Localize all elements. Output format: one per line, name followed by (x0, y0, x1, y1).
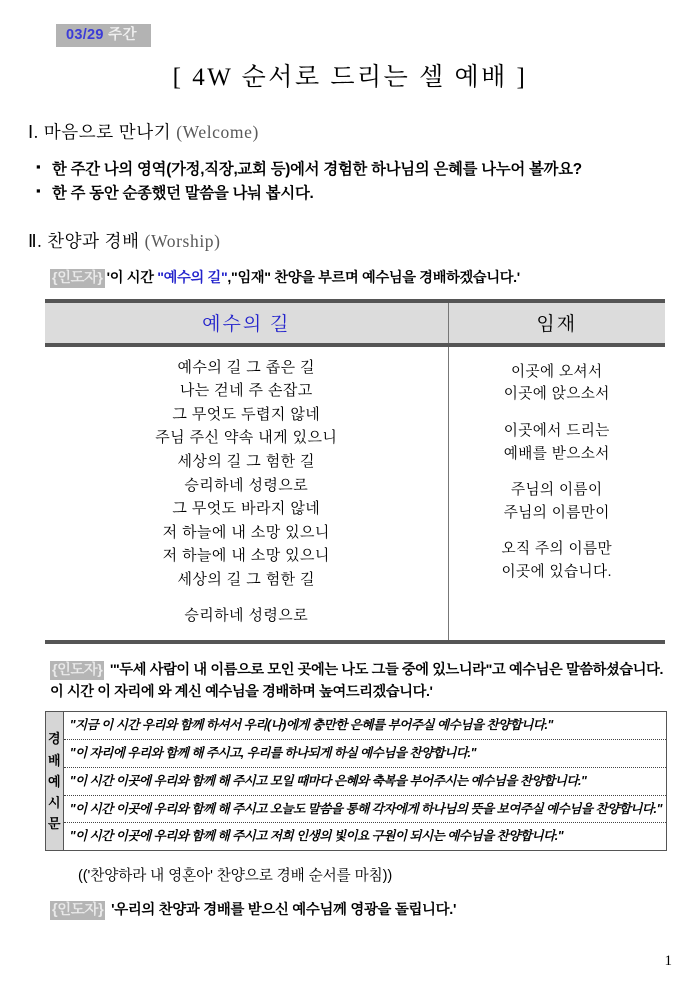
section-heading-worship-ko: Ⅱ. 찬양과 경배 (28, 230, 145, 251)
example-sentence: "지금 이 시간 우리와 함께 하셔서 우리(나)에게 충만한 은혜를 부어주실 예수님을 찬양합니다." (63, 711, 666, 739)
lyric-line: 예수의 길 그 좁은 길 (177, 358, 315, 376)
lyric-line: 나는 걷네 주 손잡고 (179, 382, 313, 400)
leader-line-part1: '이 시간 (106, 269, 158, 286)
stanza-gap (449, 406, 666, 420)
stanza-gap (449, 524, 666, 538)
example-sentence: "이 자리에 우리와 함께 해 주시고, 우리를 하나되게 하실 예수님을 찬양합니다." (63, 739, 666, 767)
praise-lyrics-table (45, 299, 665, 644)
lyrics-cell-song2 (448, 345, 665, 642)
leader-tag: {인도자} (52, 269, 103, 286)
example-sentence: "이 시간 이곳에 우리와 함께 해 주시고 저희 인생의 빛이요 구원이 되시는 예수님을 찬양합니다." (69, 829, 564, 844)
leader-tag: {인도자} (52, 902, 104, 919)
lyric-line: 이곳에 오셔서 (511, 363, 603, 380)
lyric-line: 이곳에 앉으소서 (503, 386, 610, 403)
label-char: 배 (48, 752, 61, 768)
leader-instruction-line (50, 268, 672, 289)
section-heading-welcome (28, 119, 672, 144)
table-header-row (45, 301, 665, 345)
lyric-line: 그 무엇도 두렵지 않네 (172, 405, 321, 423)
leader-tag: {인도자} (52, 661, 103, 678)
welcome-bullet-list (28, 158, 672, 205)
lyric-line: 오직 주의 이름만 (501, 541, 612, 558)
label-char: 문 (48, 815, 61, 831)
label-char: 예 (48, 773, 61, 789)
table-row (46, 767, 667, 795)
lyric-line: 이곳에서 드리는 (503, 423, 610, 440)
lyric-line: 세상의 길 그 험한 길 (177, 570, 315, 588)
worship-example-box (45, 711, 665, 851)
stanza-gap (449, 465, 666, 479)
page-number: 1 (664, 953, 672, 969)
section-heading-welcome-en: (Welcome) (176, 122, 259, 143)
table-row (46, 795, 667, 823)
table-row (45, 345, 665, 642)
date-badge-word: 주간 (108, 27, 137, 43)
lyric-line: 승리하네 성령으로 (184, 607, 309, 625)
section-heading-welcome-ko: Ⅰ. 마음으로 만나기 (28, 122, 177, 143)
example-label-column (46, 711, 64, 850)
lyric-line: 세상의 길 그 험한 길 (177, 453, 315, 471)
date-badge-row (28, 0, 672, 47)
lyric-line: 저 하늘에 내 소망 있으니 (162, 547, 330, 565)
lyric-line: 저 하늘에 내 소망 있으니 (162, 523, 330, 541)
example-sentence: "이 시간 이곳에 우리와 함께 해 주시고 모일 때마다 은혜와 축복을 부어주시는 예수님을 찬양합니다." (63, 767, 666, 795)
date-badge-number: 03/29 (66, 27, 104, 43)
example-sentence: "이 시간 이곳에 우리와 함께 해 주시고 오늘도 말씀을 통해 각자에게 하나님의 뜻을 보여주실 예수님을 찬양합니다." (63, 795, 666, 823)
label-stack (48, 728, 61, 833)
label-char: 경 (48, 731, 61, 747)
stanza-gap (45, 591, 448, 604)
lyric-line: 주님의 이름만이 (503, 504, 610, 521)
column-header-song1: 예수의 길 (45, 301, 448, 345)
lyrics-cell-song1 (45, 345, 448, 642)
column-header-song2: 임재 (448, 301, 665, 345)
lyric-line: 주님의 이름이 (511, 482, 603, 499)
leader-line-part2: ,"임재" 찬양을 부르며 예수님을 경배하겠습니다.' (227, 269, 520, 286)
page-title: [ 4W 순서로 드리는 셀 예배 ] (172, 64, 528, 92)
closing-note: (('찬양하라 내 영혼아' 찬양으로 경배 순서를 마침)) (78, 868, 393, 885)
table-row (46, 823, 667, 851)
example-table (45, 711, 667, 851)
lyric-line: 그 무엇도 바라지 않네 (172, 500, 321, 518)
lyric-line: 주님 주신 약속 내게 있으니 (155, 429, 338, 447)
list-item: ▪ 한 주 동안 순종했던 말씀을 나눠 봅시다. (28, 182, 672, 206)
leader-paragraph-text: '"두세 사람이 내 이름으로 모인 곳에는 나도 그들 중에 있느니라"고 예수님은 말씀하셨습니다. 이 시간 이 자리에 와 계신 예수님을 경배하며 높여드리겠습니다.' (50, 661, 664, 700)
closing-leader-line (50, 898, 672, 919)
table-row (46, 711, 667, 739)
leader-scripture-paragraph (50, 659, 672, 703)
date-badge (56, 24, 151, 47)
lyric-line: 이곳에 있습니다. (501, 564, 612, 581)
lyric-line: 예배를 받으소서 (503, 445, 610, 462)
closing-leader-text: '우리의 찬양과 경배를 받으신 예수님께 영광을 돌립니다.' (111, 902, 457, 919)
list-item: ▪ 한 주간 나의 영역(가정,직장,교회 등)에서 경험한 하나님의 은혜를 나누어 볼까요? (28, 158, 672, 182)
table-row (46, 739, 667, 767)
label-char: 시 (48, 794, 61, 810)
song-title-highlight: "예수의 길" (157, 269, 228, 286)
section-heading-worship-en: (Worship) (144, 230, 221, 251)
section-heading-worship (28, 228, 672, 253)
lyric-line: 승리하네 성령으로 (184, 476, 309, 494)
